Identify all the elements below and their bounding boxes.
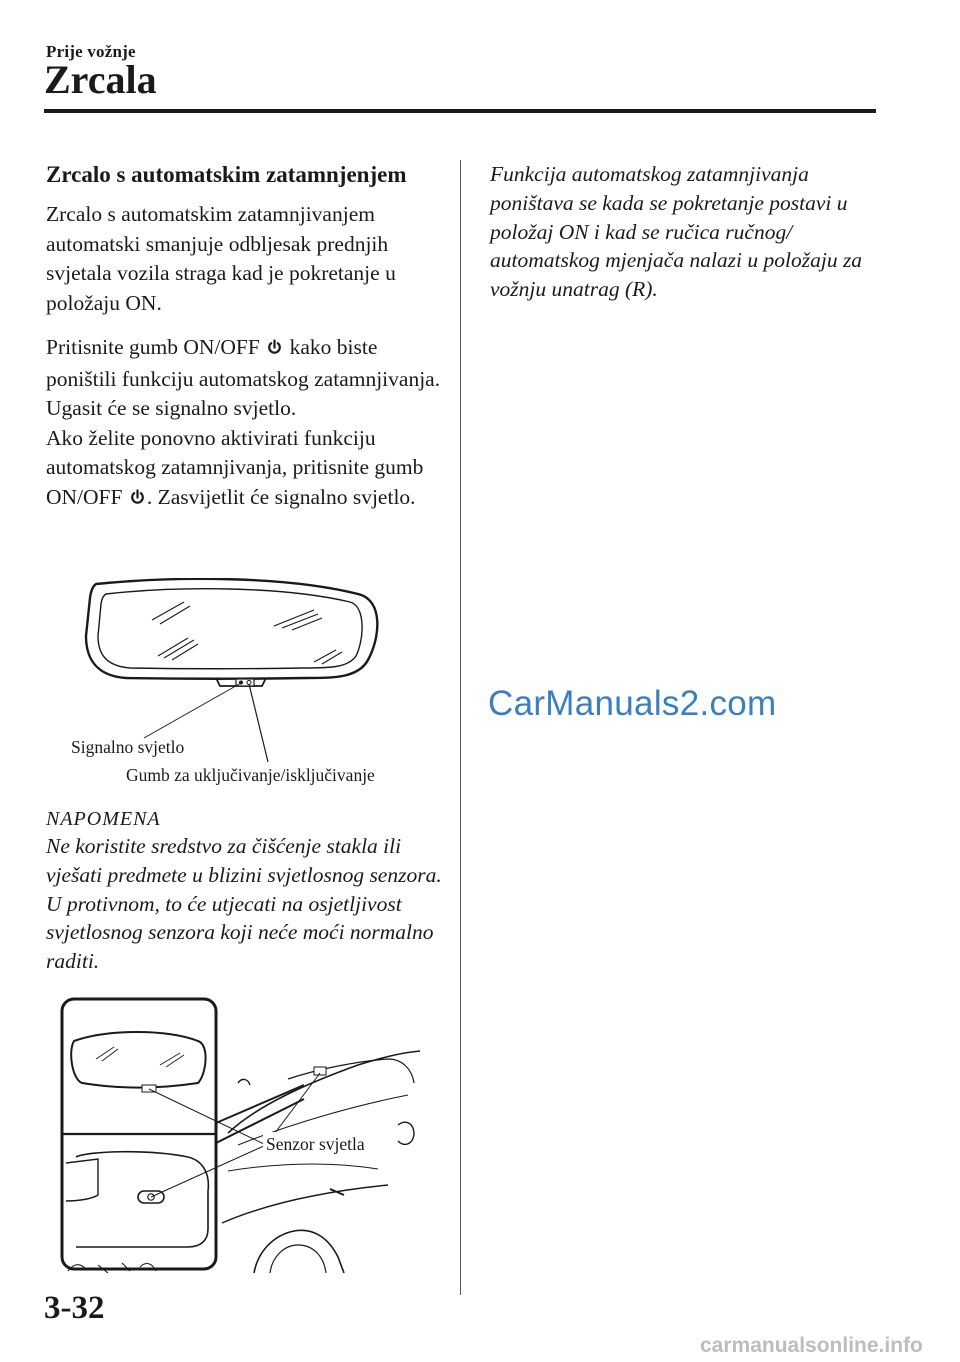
note-heading: NAPOMENA [46,808,161,830]
footer-watermark: carmanualsonline.info [700,1334,923,1357]
power-icon [130,485,145,515]
page-number: 3-32 [44,1290,105,1326]
light-sensor-illustration [58,995,420,1273]
p2-text-4: . Zasvijetlit će signalno svjetlo. [146,484,416,509]
note-text: Ne koristite sredstvo za čišćenje stakla ili vješati predmete u blizini svjetlosnog senzora. U protivnom, to će utjecati na osjetljivost svjetlosnog senzora koji neće moći normalno raditi. [46,834,442,974]
light-sensor-label: Senzor svjetla [266,1134,365,1154]
intro-paragraph: Zrcalo s automatskim zatamnjivanjem automatski smanjuje odbljesak prednjih svjetala vozila straga kad je pokretanje u položaju ON. [46,202,396,315]
right-column-paragraph: Funkcija automatskog zatamnjivanja poništava se kada se pokretanje postavi u položaj ON i kad se ručica ručnog/ automatskog mjenjača nalazi u položaju za vožnju unatrag (R). [490,162,863,302]
signal-light-label: Signalno svjetlo [71,737,185,757]
page-title: Zrcala [44,57,157,102]
mirror-illustration [66,578,436,788]
on-off-paragraph [46,333,446,514]
p2-text-2: kako biste poništili funkciju automatskog zatamnjivanja. Ugasit će se signalno svjetlo. [46,335,441,420]
breadcrumb: Prije vožnje [46,42,136,61]
watermark-carmanuals2: CarManuals2.com [488,684,777,723]
title-rule [44,109,876,113]
p2-text-3: Ako želite ponovno aktivirati funkciju automatskog zatamnjivanja, pritisnite gumb ON/OFF [46,425,424,509]
on-off-button-label: Gumb za uključivanje/isključivanje [126,765,375,785]
p2-text-1: Pritisnite gumb ON/OFF [46,335,260,359]
power-icon [267,335,282,365]
column-divider [460,160,461,1295]
section-heading: Zrcalo s automatskim zatamnjenjem [46,162,407,187]
